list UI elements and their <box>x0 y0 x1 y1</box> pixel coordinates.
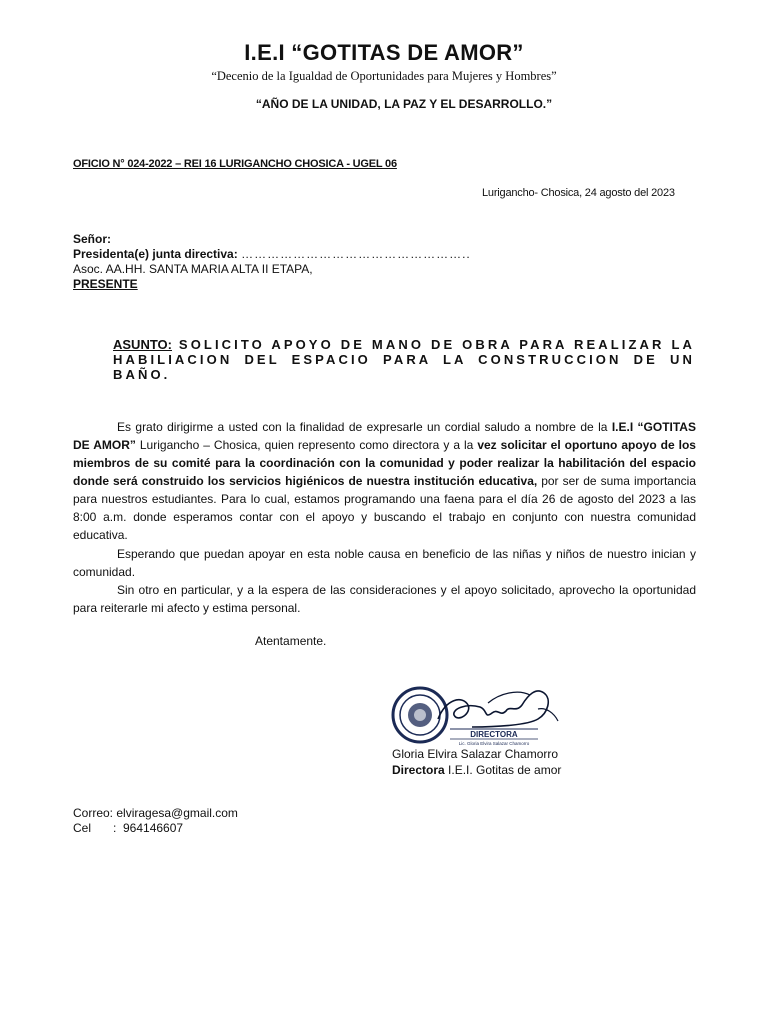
recipient-association: Asoc. AA.HH. SANTA MARIA ALTA II ETAPA, <box>73 262 313 276</box>
fill-in-dots: …………………………………………….. <box>241 247 471 261</box>
email-line <box>73 806 238 821</box>
phone-separator: : <box>113 821 117 835</box>
recipient-presente: PRESENTE <box>73 277 138 291</box>
recipient-block <box>73 232 471 292</box>
phone-number: 964146607 <box>123 821 184 835</box>
document-date: Lurigancho- Chosica, 24 agosto del 2023 <box>482 187 675 199</box>
contact-block <box>73 806 238 836</box>
phone-line <box>73 821 238 836</box>
signature-stamp <box>388 683 563 753</box>
body-paragraph-1 <box>73 418 696 544</box>
signature-stamp-graphic <box>388 683 563 753</box>
signer-role-institution: I.E.I. Gotitas de amor <box>444 763 562 777</box>
signer-role-title: Directora <box>392 763 445 777</box>
p1-request-bold: vez solicitar el oportuno apoyo de los miembros de su comité para la coordinación con la comunidad y poder realizar la habilitación del espacio donde será construido los servicios higiénicos de nuestra institución educativa, <box>73 438 696 488</box>
decade-motto: “Decenio de la Igualdad de Oportunidades para Mujeres y Hombres” <box>211 69 557 83</box>
stamp-subtitle: Lic. Gloria Elvira Salazar Chamorro <box>458 741 530 746</box>
phone-label: Cel <box>73 821 92 835</box>
body-paragraph-2: Esperando que puedan apoyar en esta noble causa en beneficio de las niñas y niños de nuestro inician y comunidad. <box>73 547 696 579</box>
institution-title: I.E.I “GOTITAS DE AMOR” <box>244 40 524 65</box>
recipient-role: Presidenta(e) junta directiva: <box>73 247 238 261</box>
recipient-role-line <box>73 247 471 262</box>
subject-label: ASUNTO: <box>113 337 172 352</box>
year-motto: “AÑO DE LA UNIDAD, LA PAZ Y EL DESARROLLO.” <box>255 97 553 111</box>
email-address: elviragesa@gmail.com <box>116 806 238 820</box>
p1-part-c: Lurigancho – Chosica, quien represento como directora y a la <box>135 438 478 452</box>
p1-part-e: por ser de suma importancia para nuestros estudiantes. Para lo cual, estamos programando una faena para el día 26 de agosto del 2023 a las 8:00 a.m. donde esperamos contar con el apoyo y buscando el trabajo en conjunto con nuestra comunidad educativa. <box>73 474 696 542</box>
subject-text: SOLICITO APOYO DE MANO DE OBRA PARA REALIZAR LA HABILIACION DEL ESPACIO PARA LA CONSTRUCCION DE UN BAÑO. <box>113 337 695 382</box>
closing-text: Atentamente. <box>255 634 327 648</box>
signer-role <box>392 763 561 777</box>
p1-institution-name: I.E.I “GOTITAS DE AMOR” <box>73 420 696 452</box>
p1-part-a: Es grato dirigirme a usted con la finalidad de expresarle un cordial saludo a nombre de la <box>117 420 612 434</box>
document-reference: OFICIO N° 024-2022 – REI 16 LURIGANCHO CHOSICA - UGEL 06 <box>73 158 397 170</box>
subject-block <box>113 337 695 382</box>
body-paragraph-3: Sin otro en particular, y a la espera de las consideraciones y el apoyo solicitado, aprovecho la oportunidad para reiterarle mi afecto y estima personal. <box>73 583 696 615</box>
stamp-title: DIRECTORA <box>470 730 518 739</box>
email-label: Correo: <box>73 806 117 820</box>
signer-name: Gloria Elvira Salazar Chamorro <box>392 747 559 761</box>
recipient-salutation: Señor: <box>73 232 112 246</box>
